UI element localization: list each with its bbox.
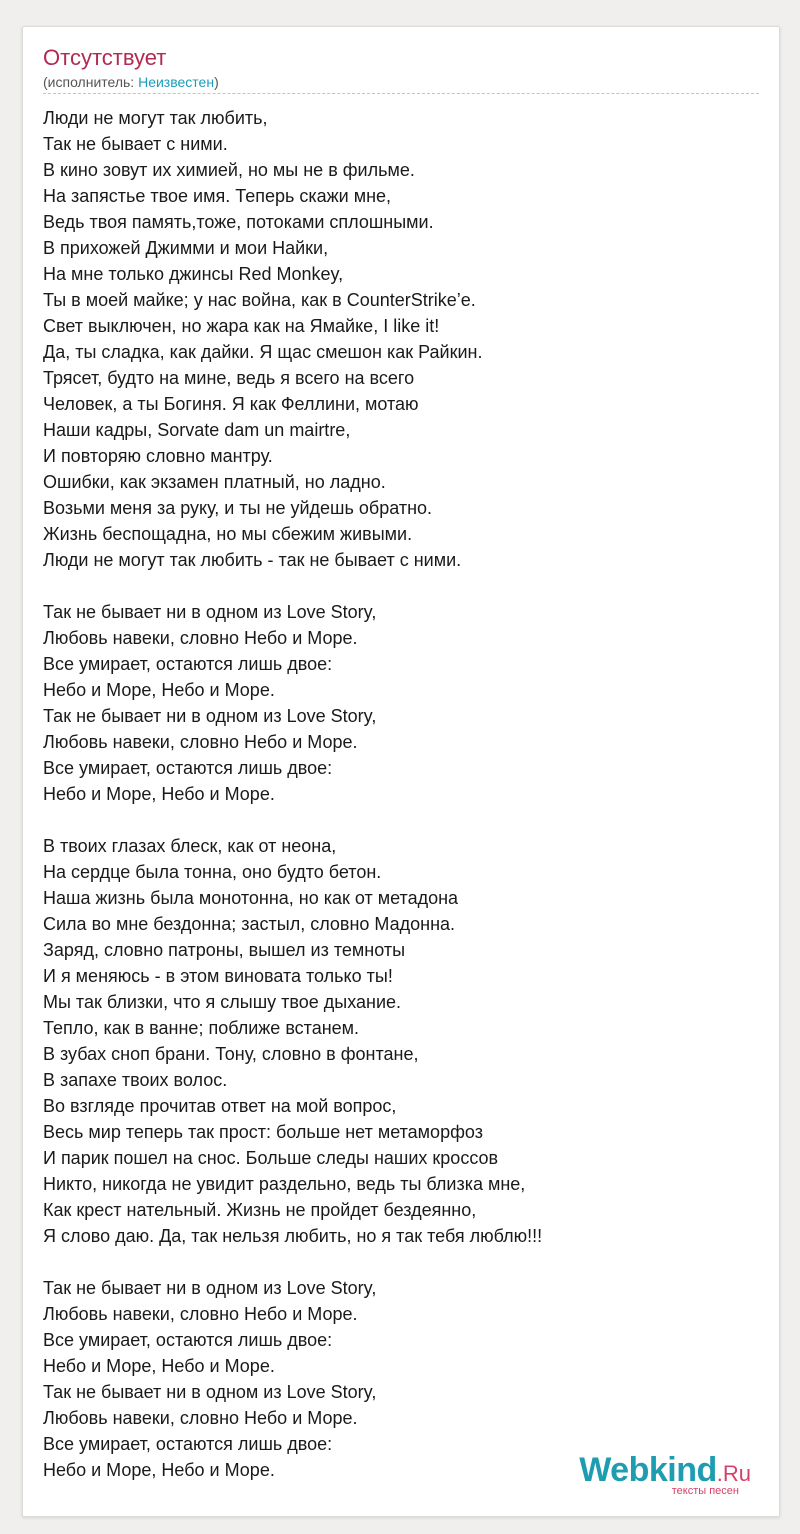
lyrics-card [22, 26, 780, 1517]
lyric-line: Все умирает, остаются лишь двое: [43, 758, 333, 778]
lyric-line: Весь мир теперь так прост: больше нет метаморфоз [43, 1122, 483, 1142]
lyric-line: Сила во мне бездонна; застыл, словно Мадонна. [43, 914, 456, 934]
lyric-line: Небо и Море, Небо и Море. [43, 1460, 275, 1480]
lyric-line: Так не бывает ни в одном из Love Story, [43, 1382, 377, 1402]
lyric-line: Так не бывает с ними. [43, 134, 228, 154]
lyric-line: В запахе твоих волос. [43, 1070, 228, 1090]
lyric-line: Мы так близки, что я слышу твое дыхание. [43, 992, 402, 1012]
lyric-line: В прихожей Джимми и мои Найки, [43, 238, 329, 258]
lyric-line: На запястье твое имя. Теперь скажи мне, [43, 186, 392, 206]
lyric-line: В кино зовут их химией, но мы не в фильме. [43, 160, 415, 180]
artist-line [43, 73, 219, 91]
lyric-line: Ошибки, как экзамен платный, но ладно. [43, 472, 386, 492]
artist-suffix: ) [214, 74, 219, 90]
lyric-line: Любовь навеки, словно Небо и Море. [43, 1408, 358, 1428]
lyric-line: Все умирает, остаются лишь двое: [43, 654, 333, 674]
lyric-line: На мне только джинсы Red Monkey, [43, 264, 344, 284]
lyric-line: И парик пошел на снос. Больше следы наших кроссов [43, 1148, 499, 1168]
artist-prefix: (исполнитель: [43, 74, 139, 90]
lyrics-stanza [43, 105, 763, 573]
lyrics-text [43, 105, 763, 1509]
lyric-line: Тепло, как в ванне; поближе встанем. [43, 1018, 360, 1038]
logo-main-text: Webkind [579, 1451, 717, 1489]
lyric-line: Ты в моей майке; у нас война, как в CounterStrike’е. [43, 290, 476, 310]
lyric-line: Люди не могут так любить - так не бывает с ними. [43, 550, 462, 570]
artist-link[interactable]: Неизвестен [138, 74, 215, 90]
lyric-line: Небо и Море, Небо и Море. [43, 680, 275, 700]
lyric-line: Свет выключен, но жара как на Ямайке, I like it! [43, 316, 440, 336]
lyric-line: Трясет, будто на мине, ведь я всего на всего [43, 368, 415, 388]
lyric-line: В зубах сноп брани. Тону, словно в фонтане, [43, 1044, 419, 1064]
lyrics-stanza [43, 599, 763, 807]
lyric-line: Все умирает, остаются лишь двое: [43, 1330, 333, 1350]
lyric-line: Так не бывает ни в одном из Love Story, [43, 1278, 377, 1298]
lyric-line: В твоих глазах блеск, как от неона, [43, 836, 337, 856]
lyric-line: И я меняюсь - в этом виновата только ты! [43, 966, 393, 986]
lyric-line: Небо и Море, Небо и Море. [43, 784, 275, 804]
logo-tagline: тексты песен [671, 1485, 739, 1497]
lyric-line: Наша жизнь была монотонна, но как от метадона [43, 888, 459, 908]
lyric-line: Так не бывает ни в одном из Love Story, [43, 706, 377, 726]
lyric-line: Любовь навеки, словно Небо и Море. [43, 732, 358, 752]
lyric-line: Никто, никогда не увидит раздельно, ведь ты близка мне, [43, 1174, 526, 1194]
site-logo[interactable] [579, 1451, 751, 1497]
lyric-line: Любовь навеки, словно Небо и Море. [43, 1304, 358, 1324]
lyric-line: Заряд, словно патроны, вышел из темноты [43, 940, 406, 960]
lyric-line: Люди не могут так любить, [43, 108, 268, 128]
song-title: Отсутствует [43, 45, 167, 70]
title-divider [43, 93, 759, 94]
lyric-line: Наши кадры, Sorvate dam un mairtre, [43, 420, 351, 440]
lyric-line: Так не бывает ни в одном из Love Story, [43, 602, 377, 622]
lyric-line: Человек, а ты Богиня. Я как Феллини, мотаю [43, 394, 419, 414]
lyrics-stanza [43, 833, 763, 1249]
lyric-line: И повторяю словно мантру. [43, 446, 273, 466]
lyric-line: Любовь навеки, словно Небо и Море. [43, 628, 358, 648]
lyric-line: Все умирает, остаются лишь двое: [43, 1434, 333, 1454]
logo-wordmark [579, 1451, 751, 1489]
lyric-line: На сердце была тонна, оно будто бетон. [43, 862, 382, 882]
logo-tld: .Ru [716, 1461, 751, 1486]
lyric-line: Возьми меня за руку, и ты не уйдешь обратно. [43, 498, 433, 518]
lyric-line: Как крест нательный. Жизнь не пройдет бездеянно, [43, 1200, 477, 1220]
lyric-line: Жизнь беспощадна, но мы сбежим живыми. [43, 524, 413, 544]
lyric-line: Небо и Море, Небо и Море. [43, 1356, 275, 1376]
lyric-line: Ведь твоя память,тоже, потоками сплошными. [43, 212, 434, 232]
lyric-line: Да, ты сладка, как дайки. Я щас смешон как Райкин. [43, 342, 483, 362]
lyric-line: Я слово даю. Да, так нельзя любить, но я так тебя люблю!!! [43, 1226, 543, 1246]
lyric-line: Во взгляде прочитав ответ на мой вопрос, [43, 1096, 397, 1116]
